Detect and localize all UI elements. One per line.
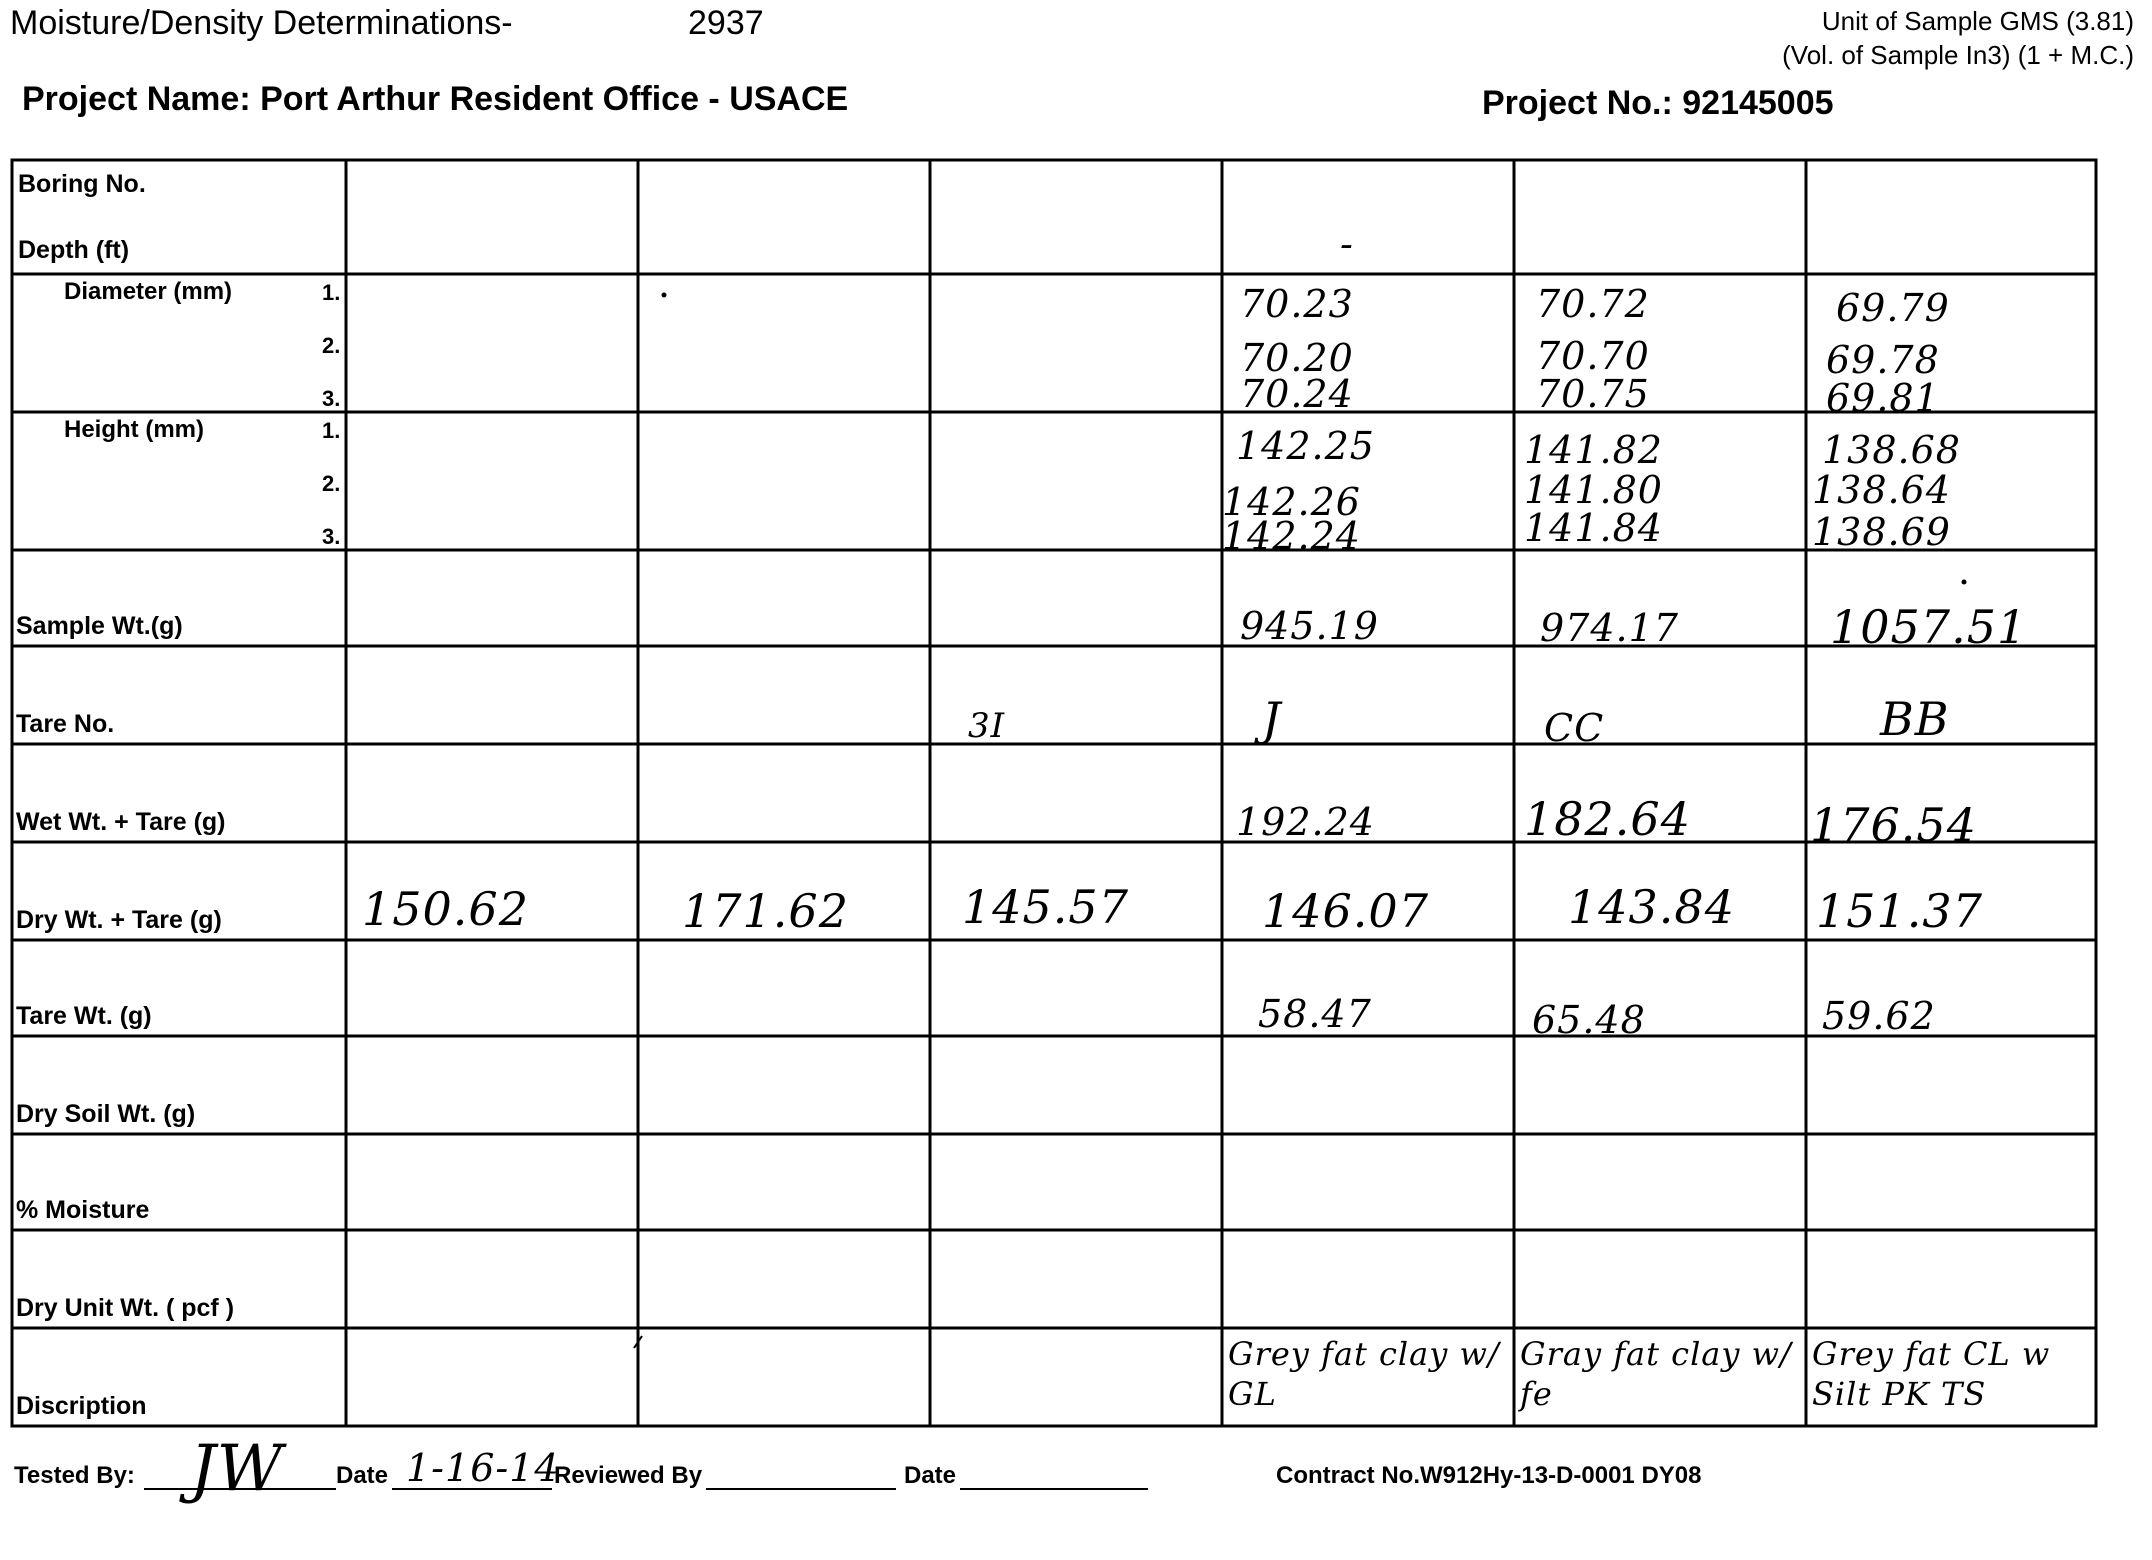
diameter-value: 70.20: [1240, 336, 1354, 380]
row-label-dry-unit-wt: Dry Unit Wt. ( pcf ): [16, 1294, 235, 1322]
height-value: 141.84: [1524, 506, 1663, 550]
height-value: 142.25: [1236, 424, 1375, 468]
wet-wt-value: 176.54: [1810, 798, 1977, 852]
height-measure-number: 1.: [322, 418, 341, 443]
height-value: 142.26: [1222, 480, 1361, 524]
row-label-dry-soil-wt: Dry Soil Wt. (g): [16, 1100, 196, 1128]
row-label-moisture: % Moisture: [16, 1196, 150, 1224]
height-value: 141.82: [1524, 428, 1663, 472]
row-label-diameter: Diameter (mm): [64, 278, 233, 305]
tare-no-value: CC: [1544, 706, 1605, 750]
sample-wt-value: 945.19: [1240, 604, 1379, 648]
description-value: Gray fat clay w/ fe: [1520, 1335, 1792, 1413]
diameter-value: 69.78: [1826, 338, 1940, 382]
row-label-tare-wt: Tare Wt. (g): [16, 1002, 152, 1030]
row-label-sample-wt: Sample Wt.(g): [16, 612, 183, 640]
diameter-value: 70.75: [1536, 372, 1650, 416]
pen-dot-mark: [1962, 580, 1967, 585]
diameter-measure-number: 2.: [322, 333, 341, 358]
wet-wt-value: 192.24: [1236, 800, 1375, 844]
depth-value: -: [1340, 222, 1354, 266]
tare-wt-value: 65.48: [1532, 998, 1646, 1042]
reviewed-by-line: [706, 1488, 896, 1490]
sample-wt-value: 1057.51: [1830, 600, 2028, 654]
tare-wt-value: 59.62: [1822, 994, 1936, 1038]
test-date-value: 1-16-14: [406, 1446, 560, 1490]
row-label-depth: Depth (ft): [18, 236, 130, 264]
dry-wt-value: 151.37: [1816, 884, 1983, 938]
sample-wt-value: 974.17: [1540, 606, 1679, 650]
description-value: Grey fat CL w Silt PK TS: [1812, 1335, 2051, 1413]
date-label: Date: [336, 1462, 389, 1489]
height-value: 141.80: [1524, 468, 1663, 512]
diameter-value: 70.24: [1240, 372, 1354, 416]
height-value: 138.68: [1822, 428, 1961, 472]
unit-formula-line-2: (Vol. of Sample In3) (1 + M.C.): [1782, 40, 2134, 70]
dry-wt-value: 145.57: [962, 880, 1129, 934]
height-measure-number: 2.: [322, 471, 341, 496]
pen-dot-mark: [662, 293, 667, 298]
tare-no-value: BB: [1880, 692, 1950, 746]
tare-wt-value: 58.47: [1258, 992, 1372, 1036]
dry-wt-value: 143.84: [1568, 880, 1735, 934]
project-name: Project Name: Port Arthur Resident Office - USACE: [22, 80, 849, 118]
date2-line: [960, 1488, 1148, 1490]
tare-no-value: 3I: [968, 706, 1006, 746]
unit-formula-line-1: Unit of Sample GMS (3.81): [1821, 6, 2134, 36]
dry-wt-value: 146.07: [1262, 884, 1429, 938]
diameter-value: 69.79: [1836, 286, 1950, 330]
description-value: Grey fat clay w/ GL: [1228, 1335, 1500, 1413]
date2-label: Date: [904, 1462, 957, 1489]
diameter-measure-number: 1.: [322, 280, 341, 305]
diameter-value: 70.70: [1536, 334, 1650, 378]
row-label-height: Height (mm): [64, 416, 204, 443]
height-value: 138.69: [1812, 510, 1951, 554]
contract-number: Contract No.W912Hy-13-D-0001 DY08: [1276, 1462, 1702, 1489]
dry-wt-value: 150.62: [362, 882, 529, 936]
row-label-wet-wt: Wet Wt. + Tare (g): [16, 808, 226, 836]
row-label-tare-no: Tare No.: [16, 710, 115, 738]
tare-no-value: J: [1262, 692, 1282, 746]
height-value: 138.64: [1812, 468, 1951, 512]
diameter-measure-number: 3.: [322, 386, 341, 411]
row-label-boring-no: Boring No.: [18, 170, 146, 198]
form-number: 2937: [688, 4, 764, 42]
height-measure-number: 3.: [322, 524, 341, 549]
diameter-value: 70.23: [1240, 282, 1354, 326]
reviewed-by-label: Reviewed By: [554, 1462, 703, 1489]
dry-wt-value: 171.62: [682, 884, 849, 938]
row-label-dry-wt: Dry Wt. + Tare (g): [16, 906, 222, 934]
tested-by-label: Tested By:: [14, 1462, 135, 1489]
diameter-value: 69.81: [1826, 376, 1940, 420]
form-title: Moisture/Density Determinations-: [10, 4, 513, 42]
wet-wt-value: 182.64: [1524, 792, 1691, 846]
row-label-description: Discription: [16, 1392, 147, 1420]
height-value: 142.24: [1222, 514, 1361, 558]
tested-by-signature: JW: [190, 1432, 284, 1506]
diameter-value: 70.72: [1536, 282, 1650, 326]
project-number: Project No.: 92145005: [1482, 84, 1834, 122]
